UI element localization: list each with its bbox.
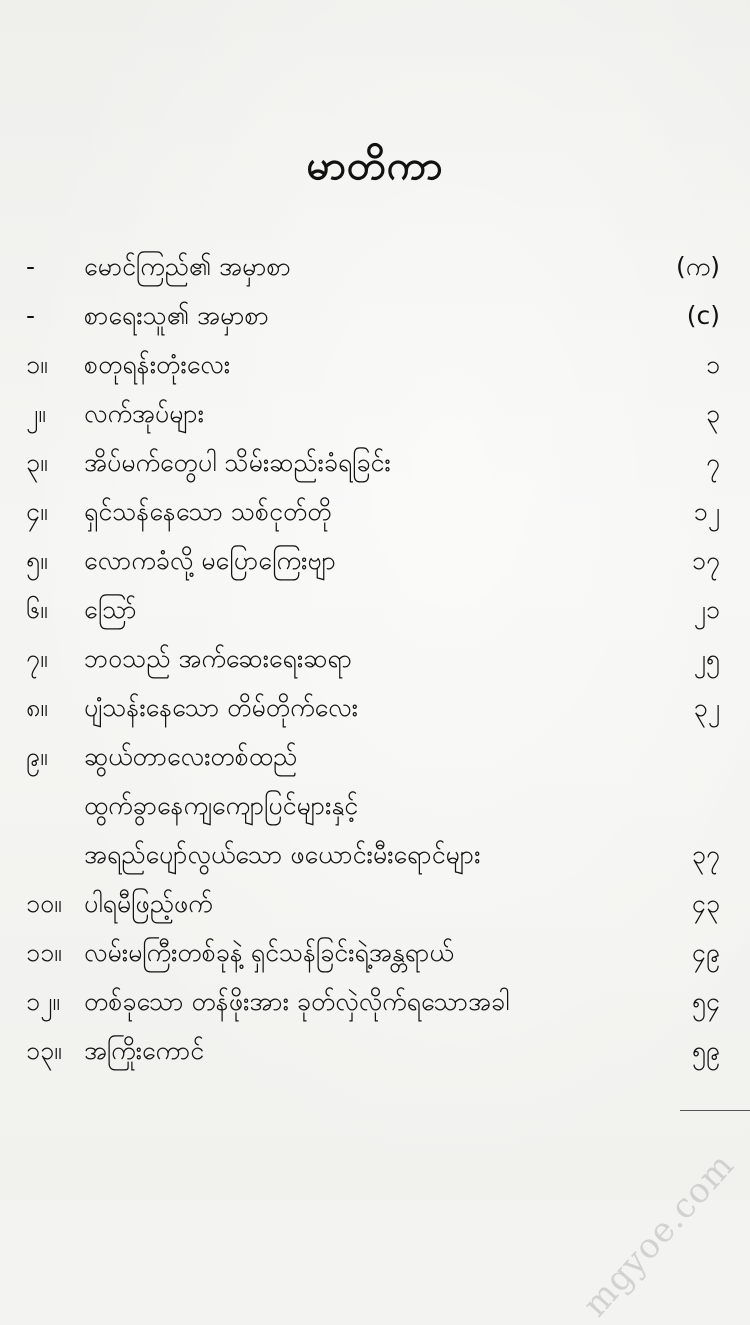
toc-item-number: ၃။	[26, 448, 48, 477]
toc-item-page: ၃၂	[693, 693, 720, 722]
toc-item-number: ၆။	[26, 595, 48, 624]
toc-item-number: ၁၃။	[26, 1036, 62, 1065]
toc-item-page: ၃	[705, 399, 720, 428]
toc-row	[0, 732, 750, 781]
toc-item-number: -	[26, 301, 36, 330]
watermark: mgyoe.com	[574, 1145, 742, 1325]
toc-item-page: ၄၃	[691, 889, 720, 918]
toc-row	[0, 928, 750, 977]
toc-item-title: ပါရမီဖြည့်ဖက်	[84, 889, 213, 918]
toc-item-page: ၅၄	[691, 987, 720, 1016]
toc-item-number: ၄။	[26, 497, 48, 526]
toc-row	[0, 879, 750, 928]
toc-item-page: ၄၉	[691, 938, 720, 967]
toc-row	[0, 389, 750, 438]
toc-item-title: လမ်းမကြီးတစ်ခုနဲ့ ရှင်သန်ခြင်းရဲ့အန္တရာယ်	[84, 938, 454, 967]
toc-row	[0, 340, 750, 389]
toc-item-title: ဘဝသည် အက်ဆေးရေးဆရာ	[84, 644, 353, 673]
toc-row	[0, 242, 750, 291]
toc-item-title: လက်အုပ်များ	[84, 399, 204, 428]
table-of-contents	[0, 242, 750, 1075]
toc-item-number: -	[26, 252, 36, 281]
toc-item-number: ၂။	[26, 399, 46, 428]
toc-row	[0, 634, 750, 683]
toc-item-page: ၃၇	[691, 840, 720, 869]
toc-item-title: ရှင်သန်နေသော သစ်ငုတ်တို	[84, 497, 332, 526]
toc-item-number: ၅။	[26, 546, 48, 575]
toc-item-title: လောကခံလို့ မပြောကြေးဗျာ	[84, 546, 336, 575]
toc-item-title: တစ်ခုသော တန်ဖိုးအား ခုတ်လှဲလိုက်ရသောအခါ	[84, 987, 510, 1016]
toc-row	[0, 1026, 750, 1075]
toc-row	[0, 291, 750, 340]
toc-item-number: ၉။	[26, 742, 48, 771]
toc-row	[0, 585, 750, 634]
toc-item-number: ၁။	[26, 350, 48, 379]
toc-item-page: ၂၁	[693, 595, 720, 624]
toc-item-title: မောင်ကြည်၏ အမှာစာ	[84, 252, 291, 281]
toc-item-page: (က)	[676, 252, 720, 281]
toc-item-page: ၁၇	[691, 546, 720, 575]
toc-item-number: ၈။	[26, 693, 48, 722]
toc-item-number: ၁၂။	[26, 987, 60, 1016]
toc-item-title: ဆွယ်တာလေးတစ်ထည်	[84, 742, 298, 771]
toc-item-title: အကြိုးကောင်	[84, 1036, 205, 1065]
toc-row	[0, 536, 750, 585]
toc-row	[0, 487, 750, 536]
toc-item-page: ၅၉	[691, 1036, 720, 1065]
toc-item-number: ၁၀။	[26, 889, 62, 918]
toc-item-page: ၁၂	[693, 497, 720, 526]
toc-item-title: အရည်ပျော်လွယ်သော ဖယောင်းမီးရောင်များ	[84, 840, 481, 869]
toc-row	[0, 683, 750, 732]
toc-row	[0, 830, 750, 879]
toc-item-title: အိပ်မက်တွေပါ သိမ်းဆည်းခံရခြင်း	[84, 448, 391, 477]
toc-row	[0, 438, 750, 487]
toc-item-title: စာရေးသူ၏ အမှာစာ	[84, 301, 269, 330]
toc-item-page: ၂၅	[693, 644, 720, 673]
toc-item-title: စတုရန်းတုံးလေး	[84, 350, 231, 379]
toc-item-title: သြော်	[84, 595, 137, 624]
toc-item-page: (c)	[686, 301, 720, 330]
page-title: မာတိကာ	[306, 143, 444, 189]
toc-row	[0, 781, 750, 830]
toc-item-title: ပျံသန်းနေသော တိမ်တိုက်လေး	[84, 693, 358, 722]
toc-item-page: ၁	[705, 350, 720, 379]
toc-item-page: ၇	[705, 448, 720, 477]
corner-divider	[680, 1110, 750, 1111]
toc-item-title: ထွက်ခွာနေကျကျောပြင်များနှင့်	[84, 791, 359, 820]
toc-item-number: ၇။	[26, 644, 48, 673]
toc-row	[0, 977, 750, 1026]
toc-item-number: ၁၁။	[26, 938, 62, 967]
